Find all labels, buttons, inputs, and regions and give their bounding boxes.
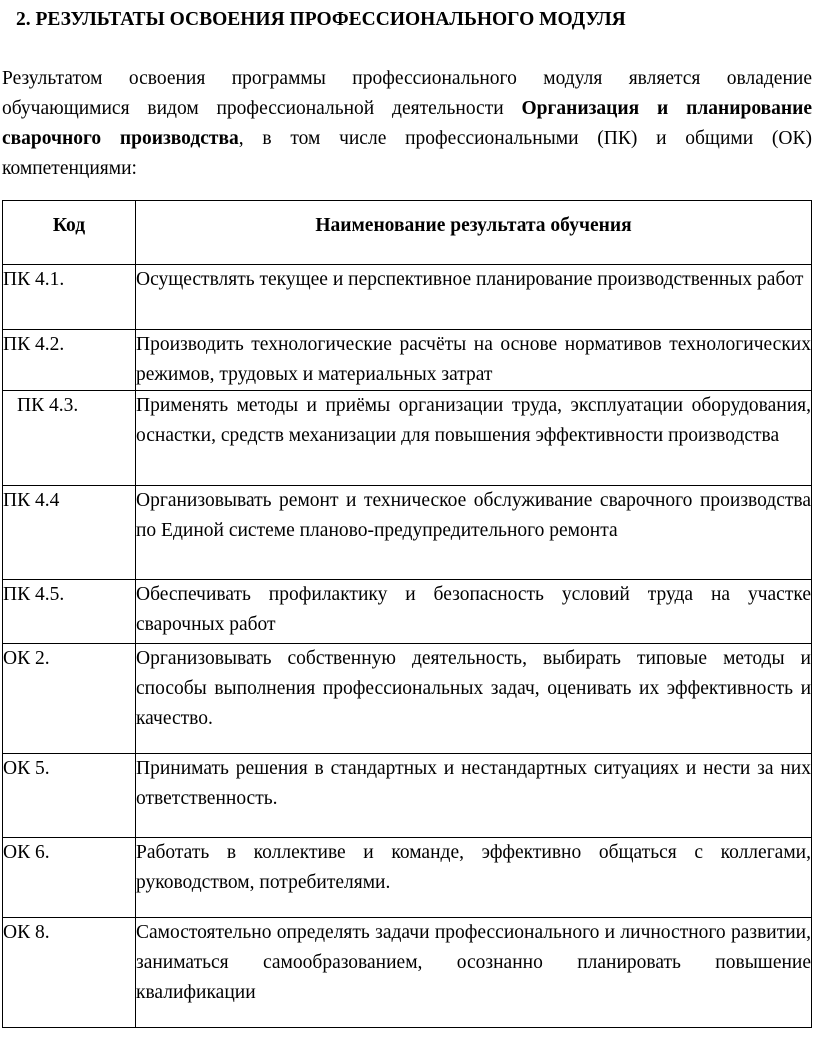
intro-text-start: Результатом освоения программы профессионального модуля является овладение обучающимися видом профессиональной деятельности <box>2 68 812 119</box>
table-row <box>3 838 812 918</box>
row-code: ОК 2. <box>3 644 136 754</box>
table-row <box>3 918 812 1028</box>
table-row <box>3 265 812 330</box>
row-code: ОК 6. <box>3 838 136 918</box>
row-code: ОК 8. <box>3 918 136 1028</box>
table-header-row <box>3 201 812 265</box>
intro-paragraph <box>2 64 812 184</box>
row-name: Обеспечивать профилактику и безопасность условий труда на участке сварочных работ <box>136 580 812 644</box>
row-name: Принимать решения в стандартных и нестандартных ситуациях и нести за них ответственность. <box>136 754 812 838</box>
table-row <box>3 754 812 838</box>
table-row <box>3 391 812 486</box>
row-code: ОК 5. <box>3 754 136 838</box>
row-code: ПК 4.3. <box>3 391 136 486</box>
row-name: Работать в коллективе и команде, эффективно общаться с коллегами, руководством, потребителями. <box>136 838 812 918</box>
intro-text-end: , в том числе профессиональными (ПК) и общими (ОК) компетенциями: <box>2 128 812 179</box>
row-name: Организовывать ремонт и техническое обслуживание сварочного производства по Единой системе планово-предупредительного ремонта <box>136 486 812 580</box>
row-code: ПК 4.4 <box>3 486 136 580</box>
header-code: Код <box>3 201 136 265</box>
intro-activity-type: Организация и планирование сварочного производства <box>2 98 812 149</box>
header-name: Наименование результата обучения <box>136 201 812 265</box>
row-code: ПК 4.5. <box>3 580 136 644</box>
row-name: Самостоятельно определять задачи профессионального и личностного развитии, заниматься самообразованием, осознанно планировать повышение квалификации <box>136 918 812 1028</box>
table-row <box>3 644 812 754</box>
competencies-table <box>2 200 812 1028</box>
row-code: ПК 4.2. <box>3 330 136 391</box>
table-row <box>3 486 812 580</box>
section-title: 2. РЕЗУЛЬТАТЫ ОСВОЕНИЯ ПРОФЕССИОНАЛЬНОГО МОДУЛЯ <box>16 9 626 30</box>
table-row <box>3 330 812 391</box>
row-name: Производить технологические расчёты на основе нормативов технологических режимов, трудовых и материальных затрат <box>136 330 812 391</box>
table-row <box>3 580 812 644</box>
row-name: Применять методы и приёмы организации труда, эксплуатации оборудования, оснастки, средств механизации для повышения эффективности производства <box>136 391 812 486</box>
row-code: ПК 4.1. <box>3 265 136 330</box>
row-name: Организовывать собственную деятельность, выбирать типовые методы и способы выполнения профессиональных задач, оценивать их эффективность и качество. <box>136 644 812 754</box>
row-name: Осуществлять текущее и перспективное планирование производственных работ <box>136 265 812 330</box>
